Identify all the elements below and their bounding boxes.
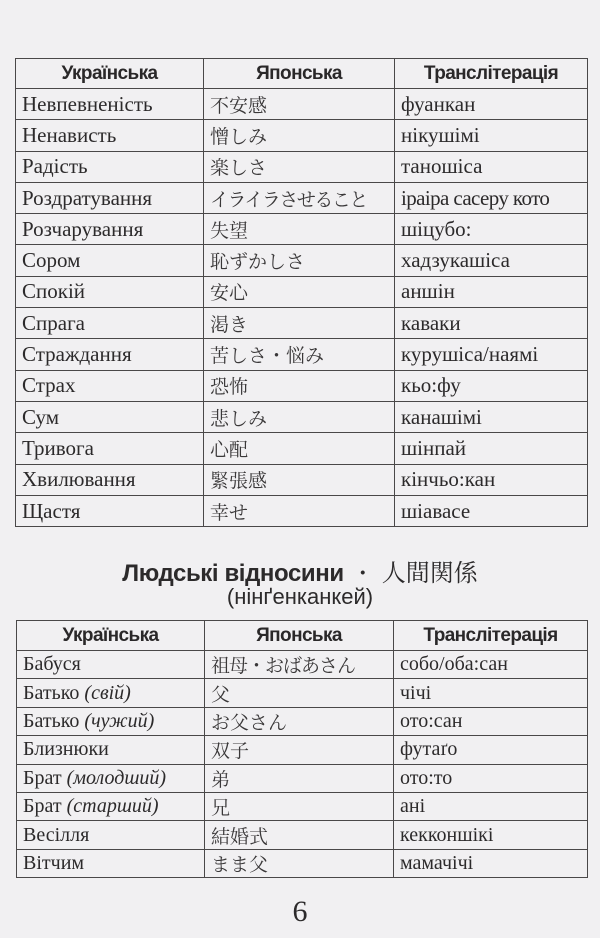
header-transliteration: Транслітерація [394,621,588,651]
section-subtitle: (нінґенканкей) [226,584,374,609]
word: Вітчим [23,851,85,874]
cell-transliteration: хадзукашіса [395,245,588,276]
cell-transliteration: нікушімі [395,120,588,151]
table-row [17,679,588,707]
word-note: (молодший) [66,766,167,789]
cell-japanese: 憎しみ [204,120,395,151]
table-row [16,151,588,182]
cell-ukrainian [17,764,205,792]
table-row [16,370,588,401]
cell-transliteration: ото:то [394,764,588,792]
cell-ukrainian: Тривога [16,433,204,464]
cell-transliteration: футаґо [394,736,588,764]
table-row [16,182,588,213]
header-ukrainian: Українська [17,621,205,651]
cell-transliteration: курушіса/наямі [395,339,588,370]
table-row [16,339,588,370]
table-row [17,764,588,792]
table-row [16,89,588,120]
cell-japanese: 幸せ [204,495,395,526]
table-row [17,792,588,820]
table-row [16,308,588,339]
table-header-row [17,621,588,651]
header-ukrainian: Українська [16,59,204,89]
cell-japanese: 楽しさ [204,151,395,182]
table-row [16,401,588,432]
table-row [17,707,588,735]
cell-ukrainian [17,679,205,707]
cell-ukrainian: Невпевненість [16,89,204,120]
word: Батько [23,681,85,704]
word-note: (старший) [66,795,159,818]
page-number: 6 [292,895,308,928]
table-row [16,245,588,276]
cell-transliteration: шіавасе [395,495,588,526]
cell-ukrainian [17,707,205,735]
header-transliteration: Транслітерація [395,59,588,89]
cell-japanese: 弟 [205,764,394,792]
cell-japanese: 不安感 [204,89,395,120]
cell-transliteration: мамачічі [394,849,588,877]
section-title-japanese: 人間関係 [381,559,478,587]
cell-japanese: 恥ずかしさ [204,245,395,276]
table-row [17,821,588,849]
cell-transliteration: таношіса [395,151,588,182]
cell-japanese: 結婚式 [205,821,394,849]
cell-ukrainian: Розчарування [16,214,204,245]
word: Батько [23,709,85,732]
cell-japanese: 渇き [204,308,395,339]
cell-ukrainian: Спрага [16,308,204,339]
cell-japanese: 恐怖 [204,370,395,401]
cell-transliteration: аншін [395,276,588,307]
word: Брат [23,795,67,818]
table-row [17,849,588,877]
cell-transliteration: шіцубо: [395,214,588,245]
cell-ukrainian: Радість [16,151,204,182]
cell-japanese: 祖母・おばあさん [205,651,394,679]
cell-japanese: まま父 [205,849,394,877]
table-header-row [16,59,588,89]
cell-japanese: 安心 [204,276,395,307]
cell-ukrainian [17,849,205,877]
cell-transliteration: іраіра сасеру кото [395,182,588,213]
cell-ukrainian [17,651,205,679]
cell-transliteration: чічі [394,679,588,707]
table-row [16,276,588,307]
cell-japanese: 失望 [204,214,395,245]
header-japanese: Японська [204,59,395,89]
cell-japanese: イライラさせること [204,182,395,213]
table-row [16,495,588,526]
word: Бабуся [23,653,81,676]
cell-japanese: 悲しみ [204,401,395,432]
table-row [17,736,588,764]
cell-transliteration: фуанкан [395,89,588,120]
section-title-separator: ・ [351,562,374,587]
section-title-ukrainian: Людські відносини [122,560,344,587]
cell-transliteration: канашімі [395,401,588,432]
word: Близнюки [23,738,109,761]
cell-transliteration: каваки [395,308,588,339]
cell-japanese: 心配 [204,433,395,464]
cell-ukrainian: Страждання [16,339,204,370]
emotions-table [15,58,588,527]
cell-japanese: お父さん [205,707,394,735]
cell-japanese: 父 [205,679,394,707]
word: Весілля [23,823,90,846]
word-note: (свій) [84,681,131,704]
header-japanese: Японська [205,621,394,651]
cell-transliteration: ото:сан [394,707,588,735]
cell-ukrainian: Хвилювання [16,464,204,495]
word-note: (чужий) [84,709,155,732]
cell-japanese: 緊張感 [204,464,395,495]
table-row [16,120,588,151]
cell-japanese: 双子 [205,736,394,764]
cell-japanese: 苦しさ・悩み [204,339,395,370]
cell-ukrainian [17,792,205,820]
cell-ukrainian [17,821,205,849]
cell-ukrainian: Сором [16,245,204,276]
relations-table [16,620,588,878]
cell-transliteration: кінчьо:кан [395,464,588,495]
table-row [16,433,588,464]
word: Брат [23,766,67,789]
cell-ukrainian: Сум [16,401,204,432]
cell-transliteration: собо/оба:сан [394,651,588,679]
cell-transliteration: кьо:фу [395,370,588,401]
cell-transliteration: кекконшікі [394,821,588,849]
cell-transliteration: шінпай [395,433,588,464]
cell-ukrainian: Роздратування [16,182,204,213]
cell-transliteration: ані [394,792,588,820]
cell-ukrainian [17,736,205,764]
table-row [16,214,588,245]
table-row [17,651,588,679]
cell-ukrainian: Страх [16,370,204,401]
table-row [16,464,588,495]
cell-ukrainian: Спокій [16,276,204,307]
cell-ukrainian: Щастя [16,495,204,526]
cell-japanese: 兄 [205,792,394,820]
cell-ukrainian: Ненависть [16,120,204,151]
